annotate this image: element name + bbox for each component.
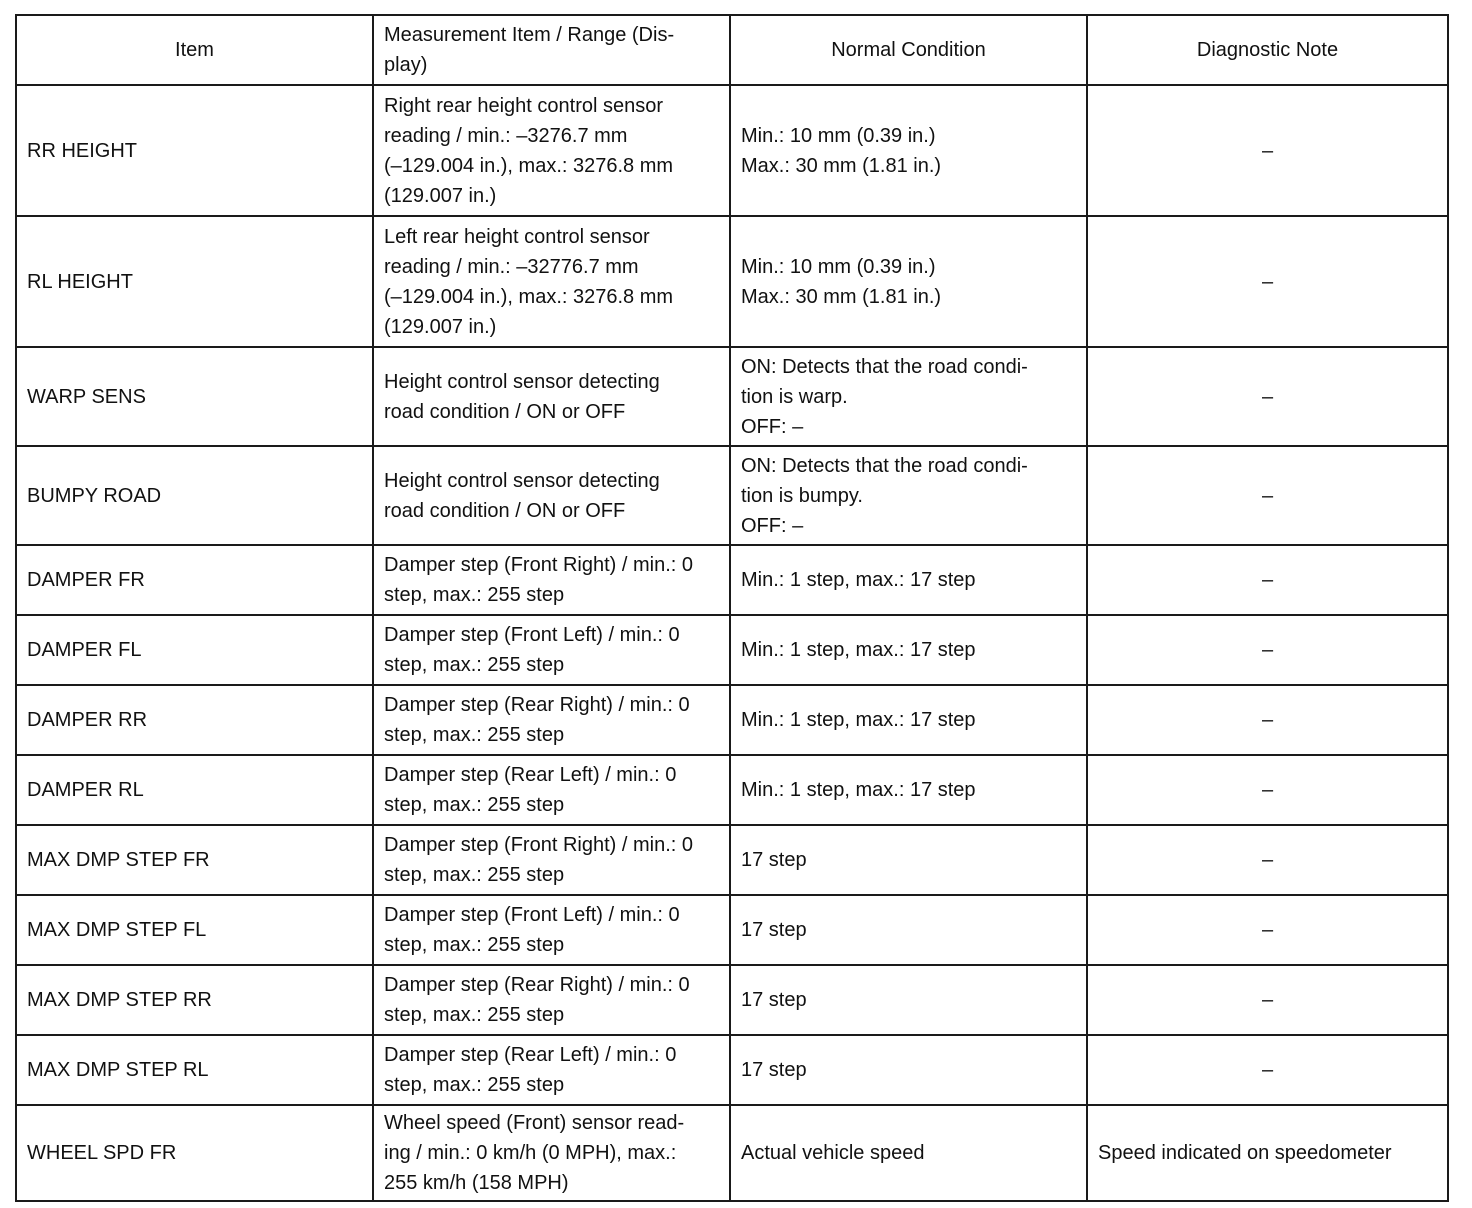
cell-item xyxy=(16,1105,373,1201)
cell-diagnostic-note xyxy=(1087,685,1448,755)
cell-measurement-text: Left rear height control sensor reading / min.: –32776.7 mm (–129.004 in.), max.: 3276.8 mm (129.007 in.) xyxy=(384,225,674,338)
cell-normal-condition-text: Actual vehicle speed xyxy=(741,1142,925,1164)
table-row xyxy=(16,1035,1448,1105)
cell-measurement xyxy=(373,446,730,545)
table-row xyxy=(16,347,1448,446)
data-list-table xyxy=(15,14,1449,1202)
header-normal-condition: Normal Condition xyxy=(730,15,1087,85)
cell-measurement xyxy=(373,545,730,615)
cell-normal-condition xyxy=(730,615,1087,685)
table-row xyxy=(16,895,1448,965)
cell-measurement-text: Damper step (Front Right) / min.: 0 step, max.: 255 step xyxy=(384,554,693,606)
cell-normal-condition-text: 17 step xyxy=(741,849,807,871)
cell-diagnostic-note xyxy=(1087,216,1448,347)
cell-measurement xyxy=(373,1035,730,1105)
table-row xyxy=(16,545,1448,615)
cell-item-text: MAX DMP STEP FL xyxy=(27,919,207,941)
cell-item-text: RL HEIGHT xyxy=(27,270,133,293)
table-row xyxy=(16,755,1448,825)
cell-measurement-text: Height control sensor detecting road condition / ON or OFF xyxy=(384,370,660,423)
header-item: Item xyxy=(16,15,373,85)
cell-diagnostic-note-text: – xyxy=(1261,1059,1274,1081)
cell-item xyxy=(16,1035,373,1105)
cell-measurement xyxy=(373,615,730,685)
cell-normal-condition-text: Min.: 1 step, max.: 17 step xyxy=(741,779,976,801)
cell-diagnostic-note-text: – xyxy=(1261,139,1274,162)
cell-item-text: MAX DMP STEP RL xyxy=(27,1059,209,1081)
cell-diagnostic-note xyxy=(1087,895,1448,965)
cell-diagnostic-note xyxy=(1087,545,1448,615)
cell-item xyxy=(16,615,373,685)
header-diagnostic-note: Diagnostic Note xyxy=(1087,15,1448,85)
cell-normal-condition xyxy=(730,895,1087,965)
cell-item xyxy=(16,895,373,965)
cell-item-text: DAMPER FL xyxy=(27,639,142,661)
cell-measurement xyxy=(373,1105,730,1201)
cell-diagnostic-note xyxy=(1087,825,1448,895)
cell-diagnostic-note xyxy=(1087,965,1448,1035)
cell-item xyxy=(16,216,373,347)
cell-item-text: RR HEIGHT xyxy=(27,139,137,162)
cell-measurement-text: Damper step (Front Left) / min.: 0 step, max.: 255 step xyxy=(384,904,680,956)
cell-diagnostic-note-text: – xyxy=(1261,919,1274,941)
cell-normal-condition xyxy=(730,685,1087,755)
cell-normal-condition xyxy=(730,825,1087,895)
cell-measurement xyxy=(373,347,730,446)
cell-normal-condition xyxy=(730,347,1087,446)
cell-normal-condition xyxy=(730,965,1087,1035)
cell-diagnostic-note xyxy=(1087,446,1448,545)
cell-measurement-text: Damper step (Front Right) / min.: 0 step, max.: 255 step xyxy=(384,834,693,886)
cell-diagnostic-note-text: – xyxy=(1261,989,1274,1011)
cell-diagnostic-note xyxy=(1087,1105,1448,1201)
cell-normal-condition xyxy=(730,446,1087,545)
cell-normal-condition xyxy=(730,545,1087,615)
header-row xyxy=(16,15,1448,85)
cell-measurement xyxy=(373,685,730,755)
table-row xyxy=(16,615,1448,685)
cell-diagnostic-note-text: – xyxy=(1261,484,1274,507)
cell-measurement-text: Damper step (Rear Right) / min.: 0 step, max.: 255 step xyxy=(384,974,690,1026)
cell-item-text: DAMPER RR xyxy=(27,709,148,731)
header-measurement: Measurement Item / Range (Dis- play) xyxy=(373,15,730,85)
cell-item xyxy=(16,825,373,895)
cell-measurement-text: Damper step (Front Left) / min.: 0 step, max.: 255 step xyxy=(384,624,680,676)
table-row xyxy=(16,216,1448,347)
cell-diagnostic-note xyxy=(1087,1035,1448,1105)
cell-item xyxy=(16,85,373,216)
cell-diagnostic-note-text: – xyxy=(1261,639,1274,661)
cell-item-text: MAX DMP STEP FR xyxy=(27,849,210,871)
cell-measurement xyxy=(373,895,730,965)
cell-item-text: DAMPER FR xyxy=(27,569,145,591)
cell-item-text: MAX DMP STEP RR xyxy=(27,989,212,1011)
cell-diagnostic-note-text: – xyxy=(1261,569,1274,591)
cell-item xyxy=(16,685,373,755)
cell-normal-condition xyxy=(730,216,1087,347)
cell-diagnostic-note-text: – xyxy=(1261,270,1274,293)
cell-diagnostic-note-text: – xyxy=(1261,849,1274,871)
cell-normal-condition-text: ON: Detects that the road condi- tion is warp. OFF: – xyxy=(741,355,1028,438)
cell-measurement xyxy=(373,216,730,347)
cell-diagnostic-note xyxy=(1087,85,1448,216)
cell-diagnostic-note xyxy=(1087,615,1448,685)
cell-normal-condition-text: Min.: 1 step, max.: 17 step xyxy=(741,709,976,731)
table-row xyxy=(16,85,1448,216)
cell-item xyxy=(16,545,373,615)
cell-normal-condition-text: 17 step xyxy=(741,989,807,1011)
cell-item xyxy=(16,446,373,545)
cell-item xyxy=(16,347,373,446)
cell-normal-condition-text: 17 step xyxy=(741,1059,807,1081)
table-row xyxy=(16,1105,1448,1201)
cell-measurement xyxy=(373,755,730,825)
cell-measurement xyxy=(373,85,730,216)
cell-measurement-text: Damper step (Rear Right) / min.: 0 step, max.: 255 step xyxy=(384,694,690,746)
cell-diagnostic-note-text: – xyxy=(1261,385,1274,408)
table-row xyxy=(16,825,1448,895)
cell-item-text: WHEEL SPD FR xyxy=(27,1142,177,1164)
cell-diagnostic-note xyxy=(1087,347,1448,446)
cell-measurement-text: Wheel speed (Front) sensor read- ing / min.: 0 km/h (0 MPH), max.: 255 km/h (158 MPH) xyxy=(384,1112,685,1194)
table-row xyxy=(16,446,1448,545)
cell-diagnostic-note-text: – xyxy=(1261,779,1274,801)
table-row xyxy=(16,965,1448,1035)
table-row xyxy=(16,685,1448,755)
cell-item-text: BUMPY ROAD xyxy=(27,484,162,507)
cell-normal-condition-text: Min.: 1 step, max.: 17 step xyxy=(741,569,976,591)
cell-measurement xyxy=(373,965,730,1035)
cell-measurement-text: Damper step (Rear Left) / min.: 0 step, max.: 255 step xyxy=(384,1044,677,1096)
cell-diagnostic-note-text: Speed indicated on speedometer xyxy=(1098,1142,1392,1164)
cell-measurement-text: Right rear height control sensor reading / min.: –3276.7 mm (–129.004 in.), max.: 3276.8 mm (129.007 in.) xyxy=(384,94,674,207)
cell-normal-condition-text: Min.: 10 mm (0.39 in.) Max.: 30 mm (1.81 in.) xyxy=(741,124,942,177)
cell-item-text: WARP SENS xyxy=(27,385,146,408)
cell-normal-condition xyxy=(730,755,1087,825)
cell-normal-condition xyxy=(730,1105,1087,1201)
cell-normal-condition xyxy=(730,1035,1087,1105)
table-body xyxy=(16,85,1448,1201)
cell-normal-condition-text: 17 step xyxy=(741,919,807,941)
cell-item xyxy=(16,755,373,825)
cell-diagnostic-note-text: – xyxy=(1261,709,1274,731)
cell-normal-condition-text: Min.: 1 step, max.: 17 step xyxy=(741,639,976,661)
cell-diagnostic-note xyxy=(1087,755,1448,825)
cell-normal-condition-text: ON: Detects that the road condi- tion is bumpy. OFF: – xyxy=(741,454,1028,537)
cell-item xyxy=(16,965,373,1035)
cell-normal-condition-text: Min.: 10 mm (0.39 in.) Max.: 30 mm (1.81 in.) xyxy=(741,255,942,308)
cell-measurement-text: Height control sensor detecting road condition / ON or OFF xyxy=(384,469,660,522)
cell-measurement xyxy=(373,825,730,895)
cell-item-text: DAMPER RL xyxy=(27,779,144,801)
cell-measurement-text: Damper step (Rear Left) / min.: 0 step, max.: 255 step xyxy=(384,764,677,816)
cell-normal-condition xyxy=(730,85,1087,216)
